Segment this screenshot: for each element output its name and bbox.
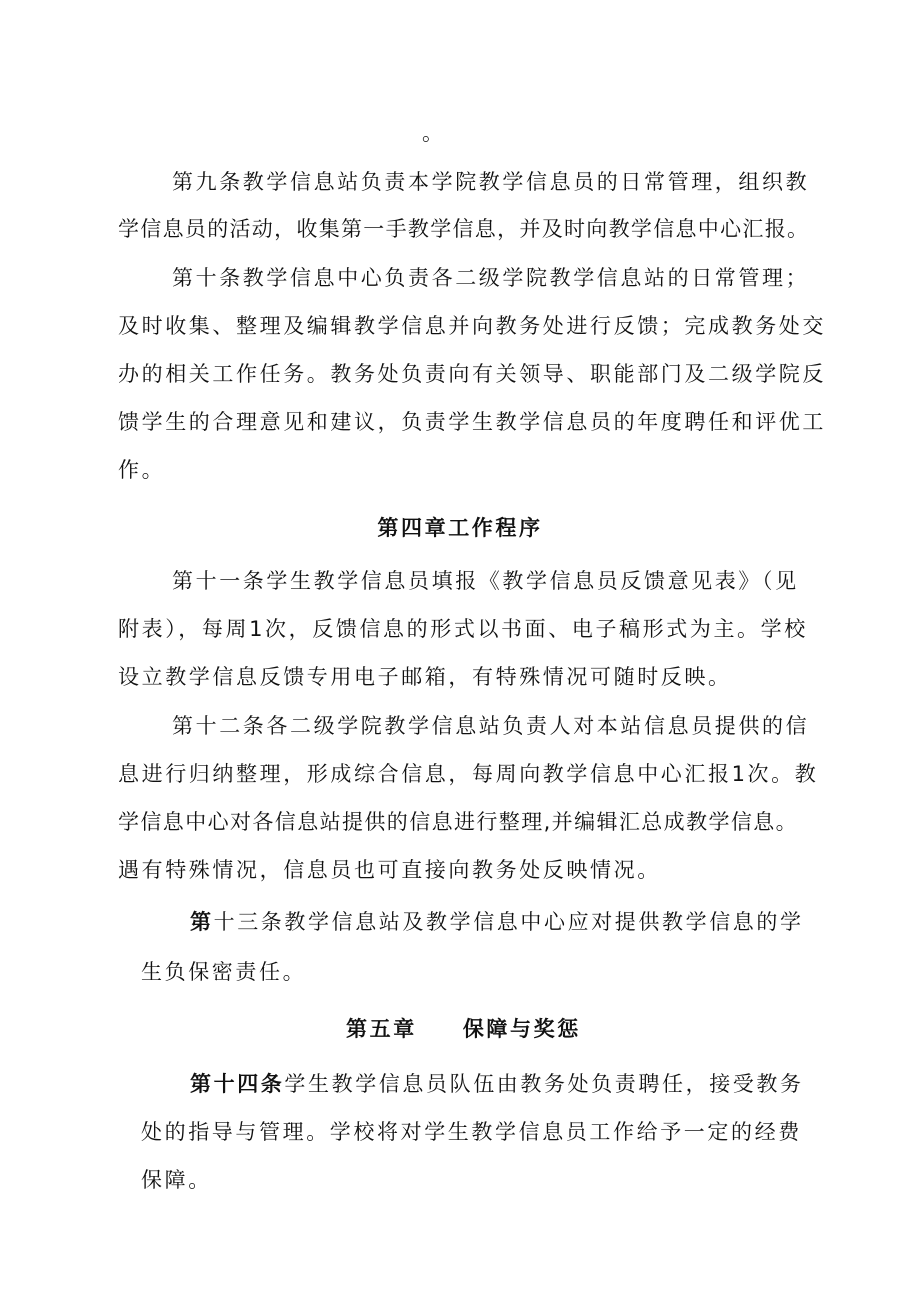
article-10-line-2: 及时收集、整理及编辑教学信息并向教务处进行反馈；完成教务处交 — [118, 314, 826, 338]
article-12-line-3: 学信息中心对各信息站提供的信息进行整理,并编辑汇总成教学信息。 — [118, 810, 799, 834]
article-9-line-2: 学信息员的活动，收集第一手教学信息，并及时向教学信息中心汇报。 — [118, 217, 810, 241]
article-10-line-4: 馈学生的合理意见和建议，负责学生教学信息员的年度聘任和评优工 — [118, 410, 826, 434]
article-11-line-3: 设立教学信息反馈专用电子邮箱，有特殊情况可随时反映。 — [118, 665, 732, 689]
article-11-line-1: 第十一条学生教学信息员填报《教学信息员反馈意见表》（见 — [172, 569, 799, 593]
article-14-number: 第十四条 — [190, 1072, 285, 1096]
article-13-line-1 — [190, 907, 804, 937]
article-10-line-3: 办的相关工作任务。教务处负责向有关领导、职能部门及二级学院反 — [118, 362, 826, 386]
chapter-5-number: 第五章 — [346, 1017, 417, 1041]
article-11-line-2: 附表），每周1次，反馈信息的形式以书面、电子稿形式为主。学校 — [118, 617, 808, 641]
article-14-line-2: 处的指导与管理。学校将对学生教学信息员工作给予一定的经费 — [141, 1120, 802, 1144]
article-13-number-lead: 第 — [190, 910, 214, 934]
article-13-line-1-text: 十三条教学信息站及教学信息中心应对提供教学信息的学 — [213, 910, 804, 934]
article-10-line-1: 第十条教学信息中心负责各二级学院教学信息站的日常管理； — [172, 266, 810, 290]
article-9-line-1: 第九条教学信息站负责本学院教学信息员的日常管理，组织教 — [172, 170, 810, 194]
chapter-4-title: 第四章工作程序 — [377, 516, 543, 540]
chapter-5-title — [346, 1014, 581, 1044]
article-10-line-5: 作。 — [118, 458, 166, 482]
article-12-line-1: 第十二条各二级学院教学信息站负责人对本站信息员提供的信 — [172, 714, 810, 738]
article-12-line-4: 遇有特殊情况，信息员也可直接向教务处反映情况。 — [118, 858, 661, 882]
article-13-line-2: 生负保密责任。 — [141, 960, 307, 984]
article-14-line-1 — [190, 1069, 804, 1099]
article-14-line-1-text: 学生教学信息员队伍由教务处负责聘任，接受教务 — [284, 1072, 804, 1096]
chapter-5-name: 保障与奖惩 — [462, 1017, 581, 1041]
article-12-line-2: 息进行归纳整理，形成综合信息，每周向教学信息中心汇报1次。教 — [118, 762, 819, 786]
stray-punctuation: 。 — [422, 121, 446, 145]
article-14-line-3: 保障。 — [141, 1168, 212, 1192]
